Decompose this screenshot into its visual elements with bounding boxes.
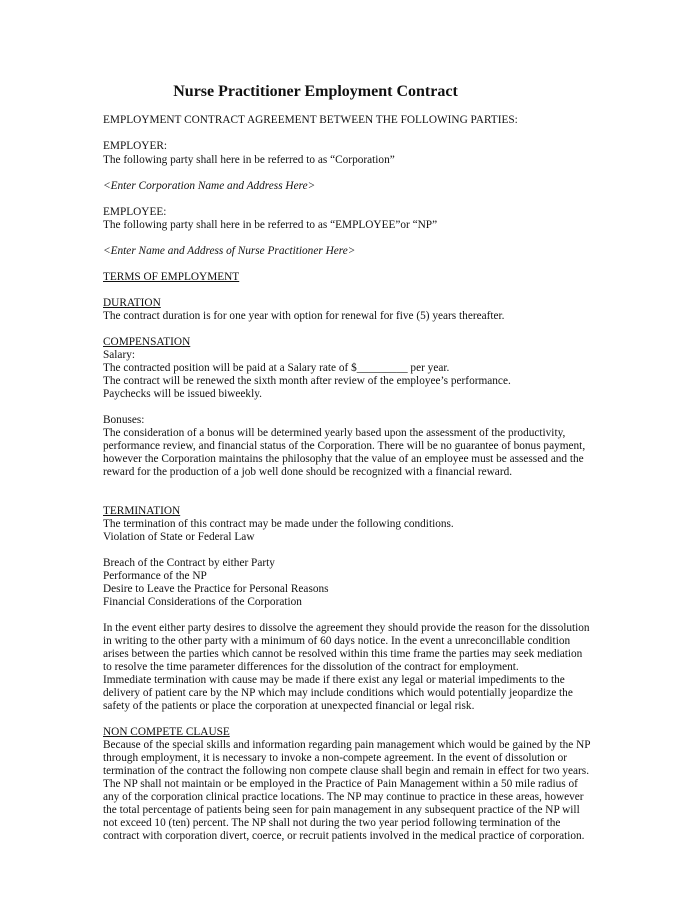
non-compete-line: Because of the special skills and information regarding pain management which would be gained by the NP	[103, 739, 591, 751]
salary-line: The contract will be renewed the sixth month after review of the employee’s performance.	[103, 375, 511, 387]
non-compete-line: contract with corporation divert, coerce, or recruit patients involved in the medical practice of corporation.	[103, 830, 585, 842]
bonus-line: performance review, and financial status of the Corporation. There will be no guarantee of bonus payment,	[103, 440, 586, 452]
termination-line: Violation of State or Federal Law	[103, 531, 255, 543]
non-compete-line: termination of the contract the following non compete clause shall begin and remain in effect for two years.	[103, 765, 590, 777]
document-title: Nurse Practitioner Employment Contract	[173, 83, 458, 100]
compensation-heading: COMPENSATION	[103, 336, 191, 348]
salary-line: The contracted position will be paid at a Salary rate of $_________ per year.	[103, 362, 450, 374]
termination-line: The termination of this contract may be made under the following conditions.	[103, 518, 454, 530]
employer-heading: EMPLOYER:	[103, 140, 168, 152]
termination-paragraph-line: safety of the patients or place the corporation at unexpected financial or legal risk.	[103, 700, 475, 712]
termination-paragraph-line: delivery of patient care by the NP which may include conditions which would potentially jeopardize the	[103, 687, 573, 699]
termination-paragraph-line: to resolve the time parameter differences for the dissolution of the contract for employment.	[103, 661, 519, 673]
employee-placeholder: <Enter Name and Address of Nurse Practitioner Here>	[103, 245, 356, 257]
bonus-label: Bonuses:	[103, 414, 145, 426]
non-compete-line: the total percentage of patients being seen for pain management in any subsequent practice of the NP will	[103, 804, 580, 816]
termination-paragraph-line: arises between the parties which cannot be resolved within this time frame the parties may seek mediation	[103, 648, 583, 660]
non-compete-line: The NP shall not maintain or be employed in the Practice of Pain Management within a 50 mile radius of	[103, 778, 578, 790]
non-compete-heading: NON COMPETE CLAUSE	[103, 726, 230, 738]
termination-heading: TERMINATION	[103, 505, 181, 517]
employee-heading: EMPLOYEE:	[103, 206, 167, 218]
bonus-line: reward for the production of a job well done should be recognized with a financial reward.	[103, 466, 513, 478]
termination-condition: Financial Considerations of the Corporation	[103, 596, 302, 608]
non-compete-line: not exceed 10 (ten) percent. The NP shall not during the two year period following termination of the	[103, 817, 561, 829]
duration-heading: DURATION	[103, 297, 161, 309]
employer-placeholder: <Enter Corporation Name and Address Here>	[103, 180, 316, 192]
termination-paragraph-line: in writing to the other party with a minimum of 60 days notice. In the event a unreconcillable condition	[103, 635, 571, 647]
employee-text: The following party shall here in be referred to as “EMPLOYEE”or “NP”	[103, 219, 438, 231]
bonus-line: The consideration of a bonus will be determined yearly based upon the assessment of the productivity,	[103, 427, 566, 439]
non-compete-line: through employment, it is necessary to invoke a non-compete agreement. In the event of dissolution or	[103, 752, 567, 764]
terms-heading: TERMS OF EMPLOYMENT	[103, 271, 240, 283]
non-compete-line: any of the corporation clinical practice locations. The NP may continue to practice in these areas, however	[103, 791, 584, 803]
termination-paragraph-line: In the event either party desires to dissolve the agreement they should provide the reason for the dissolution	[103, 622, 590, 634]
termination-condition: Desire to Leave the Practice for Personal Reasons	[103, 583, 329, 595]
intro-line: EMPLOYMENT CONTRACT AGREEMENT BETWEEN THE FOLLOWING PARTIES:	[103, 114, 518, 126]
salary-label: Salary:	[103, 349, 135, 361]
employer-text: The following party shall here in be referred to as “Corporation”	[103, 154, 395, 166]
termination-condition: Performance of the NP	[103, 570, 207, 582]
salary-line: Paychecks will be issued biweekly.	[103, 388, 262, 400]
termination-condition: Breach of the Contract by either Party	[103, 557, 275, 569]
bonus-line: however the Corporation maintains the philosophy that the value of an employee must be assessed and the	[103, 453, 584, 465]
termination-paragraph-line: Immediate termination with cause may be made if there exist any legal or material impediments to the	[103, 674, 565, 686]
duration-text: The contract duration is for one year with option for renewal for five (5) years thereafter.	[103, 310, 505, 322]
